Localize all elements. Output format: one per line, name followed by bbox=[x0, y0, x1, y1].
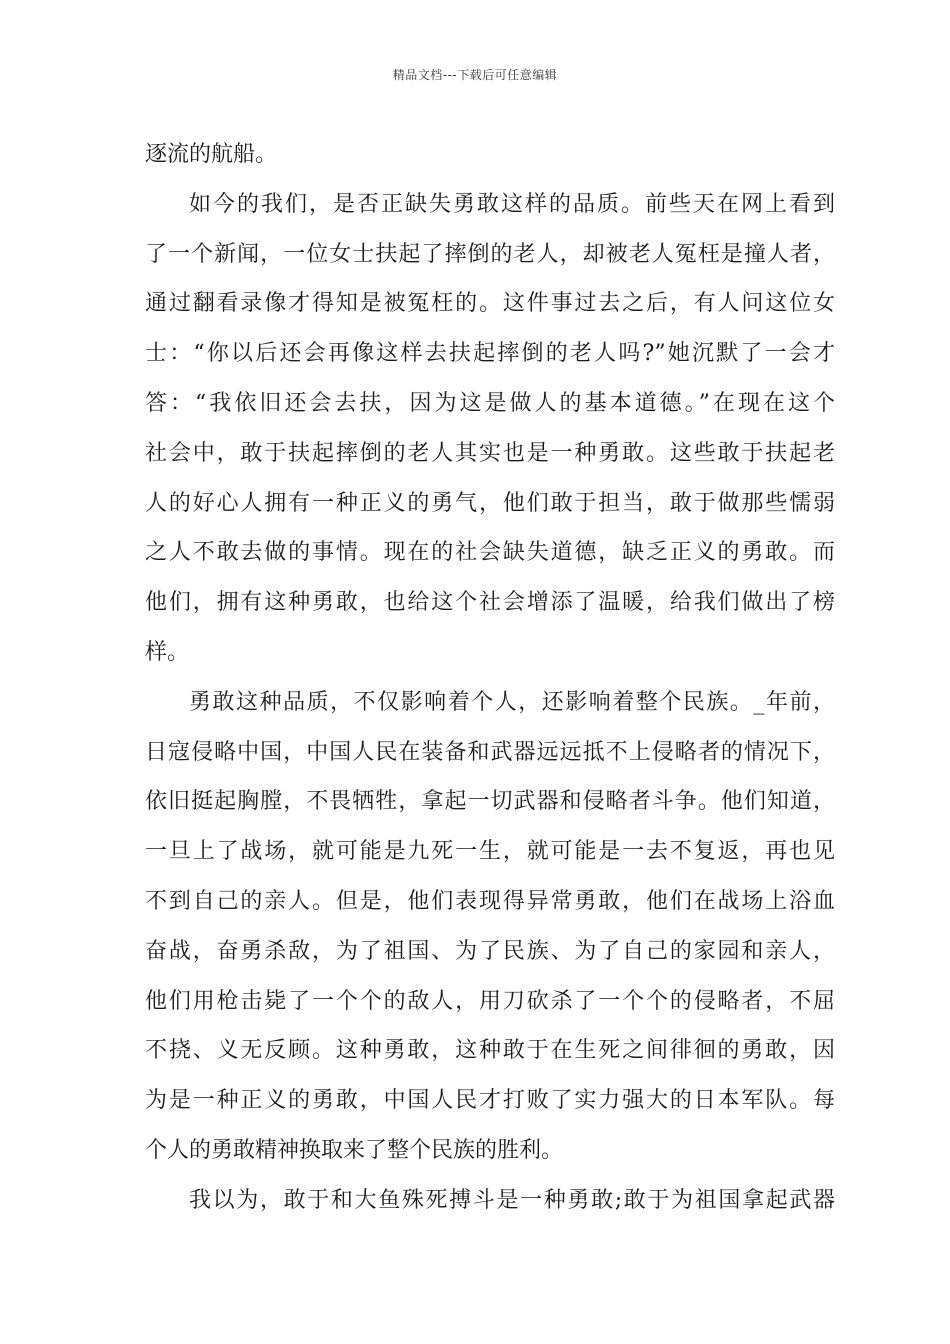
text-line: 人的好心人拥有一种正义的勇气，他们敢于担当，敢于做那些懦弱 bbox=[145, 490, 835, 516]
text-line: 为是一种正义的勇敢，中国人民才打败了实力强大的日本军队。每 bbox=[145, 1088, 835, 1114]
text-line: 日寇侵略中国，中国人民在装备和武器远远抵不上侵略者的情况下， bbox=[145, 739, 835, 765]
text-line: 了一个新闻，一位女士扶起了摔倒的老人，却被老人冤枉是撞人者， bbox=[145, 241, 835, 267]
body-text bbox=[145, 130, 835, 1226]
text-line: 个人的勇敢精神换取来了整个民族的胜利。 bbox=[145, 1137, 564, 1163]
text-line: 勇敢这种品质，不仅影响着个人，还影响着整个民族。_年前， bbox=[189, 689, 835, 715]
text-line: 不到自己的亲人。但是，他们表现得异常勇敢，他们在战场上浴血 bbox=[145, 888, 835, 914]
text-line: 他们，拥有这种勇敢，也给这个社会增添了温暖，给我们做出了榜 bbox=[145, 590, 835, 616]
text-line: 通过翻看录像才得知是被冤枉的。这件事过去之后，有人问这位女 bbox=[145, 291, 835, 317]
text-line: 社会中，敢于扶起摔倒的老人其实也是一种勇敢。这些敢于扶起老 bbox=[145, 440, 835, 466]
text-line: 依旧挺起胸膛，不畏牺牲，拿起一切武器和侵略者斗争。他们知道， bbox=[145, 789, 835, 815]
text-line: 如今的我们，是否正缺失勇敢这样的品质。前些天在网上看到 bbox=[189, 191, 835, 217]
text-line: 奋战，奋勇杀敌，为了祖国、为了民族、为了自己的家园和亲人， bbox=[145, 938, 835, 964]
text-line: 答：“我依旧还会去扶，因为这是做人的基本道德。”在现在这个 bbox=[145, 390, 835, 416]
text-line: 一旦上了战场，就可能是九死一生，就可能是一去不复返，再也见 bbox=[145, 839, 835, 865]
text-line: 之人不敢去做的事情。现在的社会缺失道德，缺乏正义的勇敢。而 bbox=[145, 540, 835, 566]
text-line: 逐流的航船。 bbox=[145, 142, 278, 167]
text-line: 士：“你以后还会再像这样去扶起摔倒的老人吗?”她沉默了一会才 bbox=[145, 341, 835, 367]
text-line: 样。 bbox=[145, 639, 190, 665]
text-line: 我以为，敢于和大鱼殊死搏斗是一种勇敢;敢于为祖国拿起武器 bbox=[189, 1187, 835, 1213]
page-header: 精品文档---下载后可任意编辑 bbox=[392, 68, 558, 82]
text-line: 他们用枪击毙了一个个的敌人，用刀砍杀了一个个的侵略者，不屈 bbox=[145, 988, 835, 1014]
text-line: 不挠、义无反顾。这种勇敢，这种敢于在生死之间徘徊的勇敢，因 bbox=[145, 1038, 835, 1064]
